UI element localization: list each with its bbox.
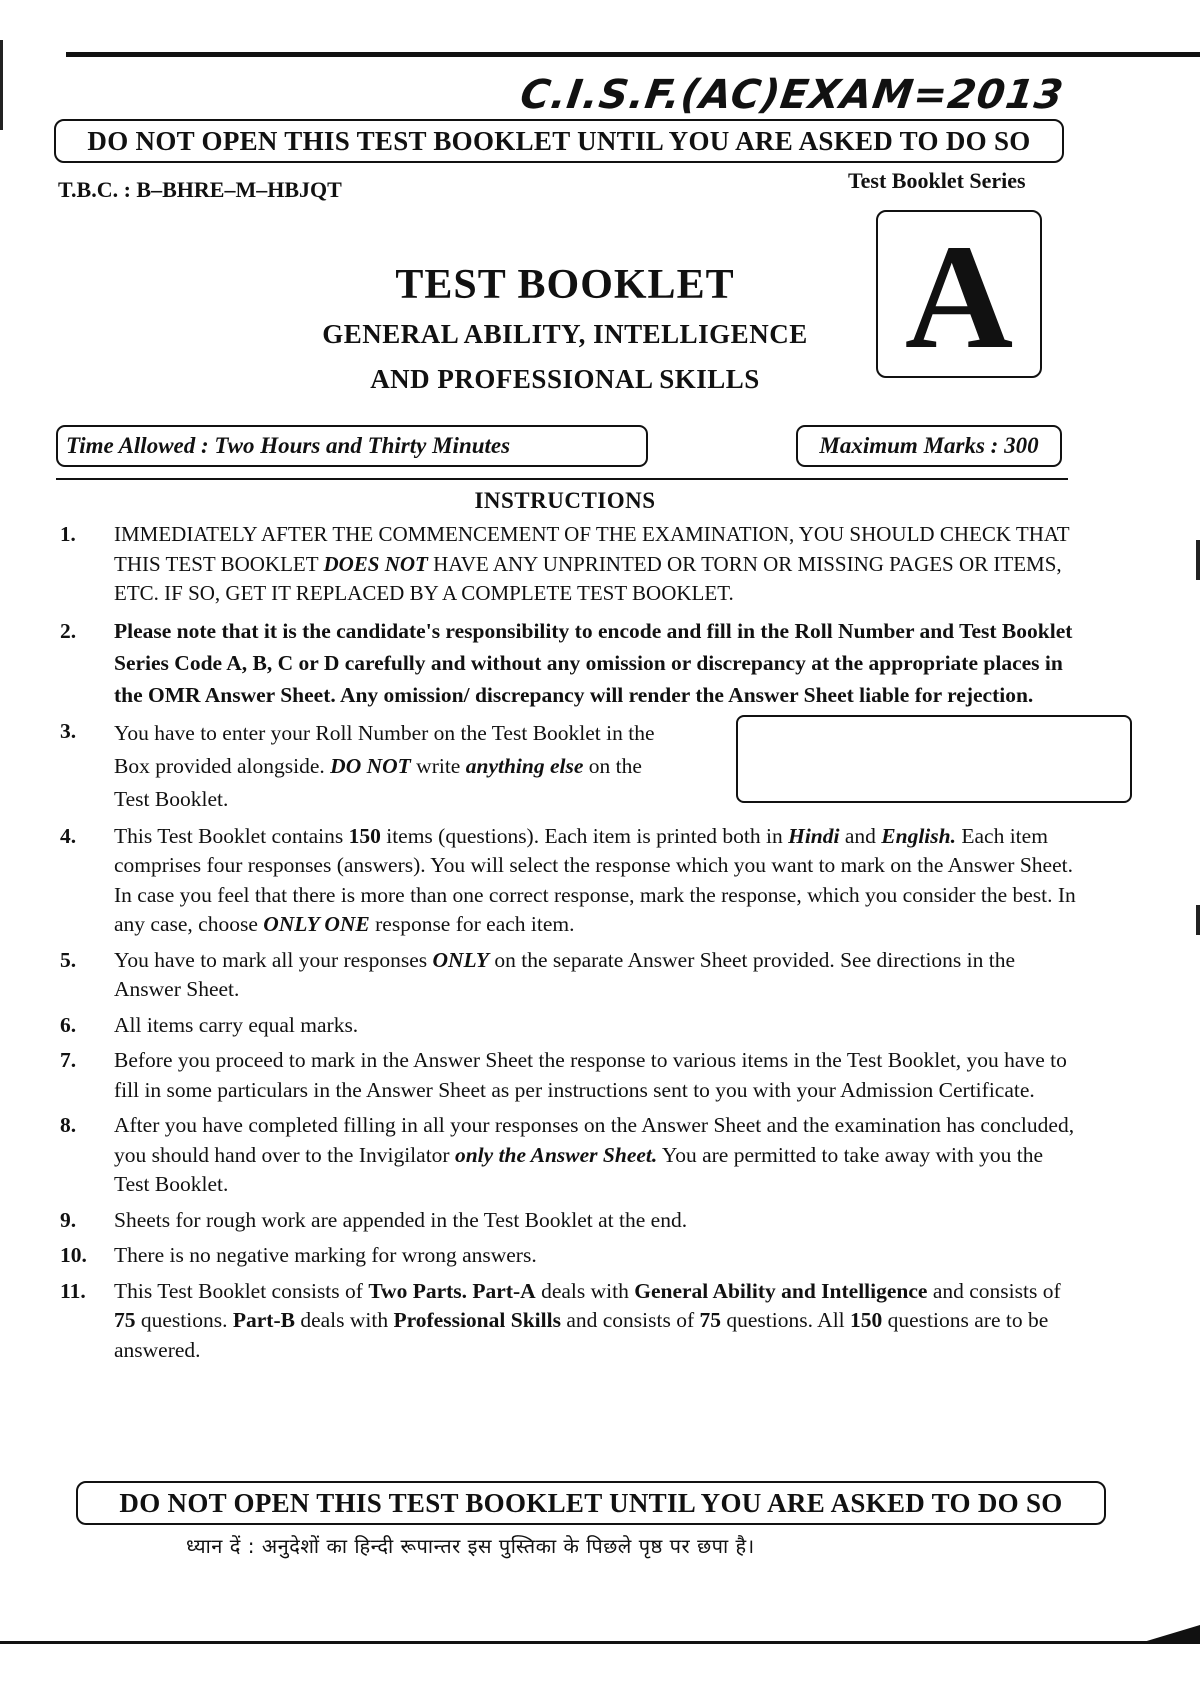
instruction-item: 7. Before you proceed to mark in the Answer Sheet the response to various items in the Test Booklet, you have to fill in some particulars in the Answer Sheet as per instructions sent to you with your Admission Certificate.: [60, 1048, 1067, 1102]
section-divider: [56, 478, 1068, 480]
instruction-item: 5. You have to mark all your responses ONLY on the separate Answer Sheet provided. See directions in the Answer Sheet.: [60, 947, 1016, 1001]
instruction-item: 4. This Test Booklet contains 150 items (questions). Each item is printed both in Hindi and English. Each item comprises four responses (answers). You will select the response which you want to mark on the Answer Sheet. In case you feel that there is more than one correct response, mark the response, which you consider the best. In any case, choose ONLY ONE response for each item.: [60, 823, 1076, 936]
scan-edge-mark: [1196, 540, 1200, 580]
instruction-item: 9. Sheets for rough work are appended in the Test Booklet at the end.: [60, 1207, 688, 1232]
bottom-rule: [0, 1641, 1200, 1644]
instruction-item: 1. IMMEDIATELY AFTER THE COMMENCEMENT OF THE EXAMINATION, YOU SHOULD CHECK THAT THIS TEST BOOKLET DOES NOT HAVE ANY UNPRINTED OR TORN OR MISSING PAGES OR ITEMS, ETC. IF SO, GET IT REPLACED BY A COMPLETE TEST BOOKLET.: [60, 522, 1070, 605]
test-booklet-series-label: Test Booklet Series: [848, 168, 1026, 193]
series-box: [876, 210, 1042, 378]
series-letter: A: [904, 214, 1014, 380]
time-allowed: Time Allowed : Two Hours and Thirty Minutes: [56, 425, 648, 467]
handwritten-note: C.I.S.F.(AC)EXAM=2013: [517, 72, 1067, 118]
instruction-item: 8. After you have completed filling in all your responses on the Answer Sheet and the examination has concluded, you should hand over to the Invigilator only the Answer Sheet. You are permitted to take away with you the Test Booklet.: [60, 1113, 1075, 1196]
instruction-item: 2. Please note that it is the candidate's responsibility to encode and fill in the Roll Number and Test Booklet Series Code A, B, C or D carefully and without any omission or discrepancy at the appropriate places in the OMR Answer Sheet. Any omission/ discrepancy will render the Answer Sheet liable for rejection.: [60, 618, 1073, 707]
maximum-marks: Maximum Marks : 300: [796, 425, 1062, 467]
title-block: [270, 258, 860, 402]
top-rule: [66, 52, 1200, 57]
page-title: TEST BOOKLET: [395, 262, 735, 308]
scan-edge-mark: [0, 40, 3, 130]
warning-banner-bottom: DO NOT OPEN THIS TEST BOOKLET UNTIL YOU ARE ASKED TO DO SO: [76, 1481, 1106, 1525]
subtitle-line-1: GENERAL ABILITY, INTELLIGENCE: [322, 319, 808, 349]
warning-banner-top: DO NOT OPEN THIS TEST BOOKLET UNTIL YOU ARE ASKED TO DO SO: [54, 119, 1064, 163]
instruction-item: 6. All items carry equal marks.: [60, 1012, 359, 1037]
instruction-item: 3. You have to enter your Roll Number on the Test Booklet in the Box provided alongside. DO NOT write anything else on the Test Booklet.: [56, 717, 1076, 816]
scan-corner-mark: [1140, 1625, 1200, 1643]
instructions-list: [56, 520, 1076, 1371]
subtitle-line-2: AND PROFESSIONAL SKILLS: [370, 364, 760, 394]
scan-edge-mark: [1196, 905, 1200, 935]
instructions-heading: INSTRUCTIONS: [474, 488, 656, 513]
instruction-item: 10. There is no negative marking for wrong answers.: [60, 1243, 537, 1267]
instruction-item: 11. This Test Booklet consists of Two Parts. Part-A deals with General Ability and Intelligence and consists of 75 questions. Part-B deals with Professional Skills and consists of 75 questions. All 150 questions are to be answered.: [60, 1278, 1061, 1362]
tbc-code: T.B.C. : B–BHRE–M–HBJQT: [58, 177, 342, 202]
hindi-note: ध्यान दें : अनुदेशों का हिन्दी रूपान्तर इस पुस्तिका के पिछले पृष्ठ पर छपा है।: [186, 1534, 755, 1558]
roll-number-box[interactable]: [736, 715, 1132, 803]
